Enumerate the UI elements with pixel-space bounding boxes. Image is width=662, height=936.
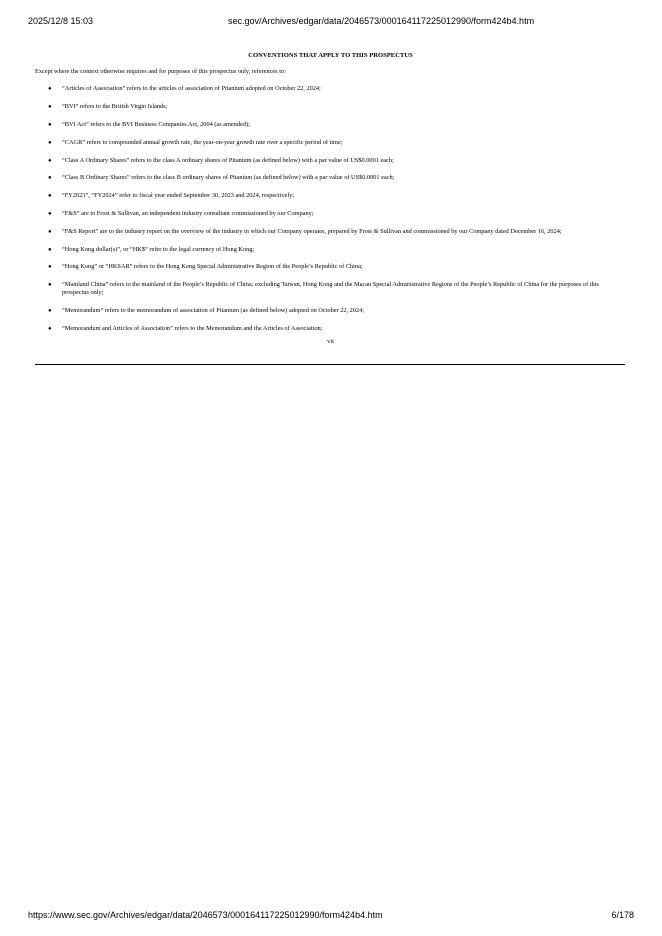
bullet-icon: ● <box>48 210 52 217</box>
prospectus-page <box>35 52 626 346</box>
definition-text: “Memorandum and Articles of Association” refers to the Memorandum and the Articles of Association; <box>62 324 323 332</box>
bullet-icon: ● <box>48 122 52 128</box>
definition-text: “Articles of Association” refers to the articles of association of Pitanium adopted on October 22, 2024; <box>62 85 321 93</box>
definition-item <box>35 192 626 200</box>
definition-item <box>35 139 626 147</box>
print-timestamp: 2025/12/8 15:03 <box>28 16 94 26</box>
intro-paragraph: Except where the context otherwise requires and for purposes of this prospectus only, references to: <box>35 68 286 76</box>
definitions-list <box>35 85 626 333</box>
definition-text: “Class A Ordinary Shares” refers to the class A ordinary shares of Pitanium (as defined below) with a par value of US$0.0001 each; <box>62 156 394 164</box>
definition-item <box>35 281 626 297</box>
bullet-icon: ● <box>48 246 52 253</box>
bullet-icon: ● <box>48 264 52 271</box>
definition-item <box>35 307 626 315</box>
bullet-icon: ● <box>48 157 52 164</box>
definition-item <box>35 103 626 111</box>
definition-item <box>35 85 626 93</box>
print-header-url: sec.gov/Archives/edgar/data/2046573/000164117225012990/form424b4.htm <box>228 16 535 26</box>
bullet-icon: ● <box>48 325 52 332</box>
print-header <box>28 16 634 28</box>
section-title: CONVENTIONS THAT APPLY TO THIS PROSPECTUS <box>248 52 413 59</box>
definition-text: “FY2023”, “FY2024” refer to fiscal year ended September 30, 2023 and 2024, respectively; <box>62 192 295 200</box>
definition-item <box>35 228 626 236</box>
print-footer-url: https://www.sec.gov/Archives/edgar/data/2046573/000164117225012990/form424b4.htm <box>28 910 383 920</box>
bullet-icon: ● <box>48 175 52 182</box>
definition-text: “Memorandum” refers to the memorandum of association of Pitanium (as defined below) adopted on October 22, 2024; <box>62 307 364 315</box>
definition-item <box>35 246 626 254</box>
definition-text: “Mainland China” refers to the mainland of the People’s Republic of China; excluding Taiwan, Hong Kong and the Macau Special Administrative Regions of the People’s Republic of China for the purposes of this prospectus only; <box>62 281 599 297</box>
bullet-icon: ● <box>48 86 52 93</box>
bullet-icon: ● <box>48 139 52 146</box>
definition-text: “BVI Act” refers to the BVI Business Companies Act, 2004 (as amended); <box>62 121 250 128</box>
definition-item <box>35 157 626 165</box>
definition-text: “F&S” are to Frost & Sullivan, an independent industry consultant commissioned by our Company; <box>62 209 314 217</box>
definition-text: “Hong Kong” or “HKSAR” refers to the Hong Kong Special Administrative Region of the People’s Republic of China; <box>62 263 363 271</box>
definition-item <box>35 263 626 271</box>
definition-item <box>35 121 626 129</box>
bullet-icon: ● <box>48 282 52 289</box>
definition-text: “BVI” refers to the British Virgin Islands; <box>62 103 168 111</box>
page-rule <box>35 364 625 365</box>
bullet-icon: ● <box>48 228 52 235</box>
bullet-icon: ● <box>48 193 52 200</box>
definition-item <box>35 325 626 333</box>
definition-text: “Class B Ordinary Shares” refers to the class B ordinary shares of Pitanium (as defined below) with a par value of US$0.0001 each; <box>62 174 395 182</box>
page-number: vii <box>327 337 334 345</box>
bullet-icon: ● <box>48 104 52 111</box>
definition-text: “CAGR” refers to compounded annual growth rate, the year-on-year growth rate over a specific period of time; <box>62 138 343 146</box>
definition-text: “Hong Kong dollar(s)”, or “HK$” refer to the legal currency of Hong Kong; <box>62 245 255 253</box>
bullet-icon: ● <box>48 308 52 315</box>
definition-text: “F&S Report” are to the industry report on the overview of the industry in which our Company operates, prepared by Frost & Sullivan and commissioned by our Company dated December 16, 2024; <box>62 227 562 235</box>
print-footer <box>28 910 634 922</box>
definition-item <box>35 174 626 182</box>
print-page-count: 6/178 <box>611 910 634 920</box>
definition-item <box>35 210 626 218</box>
